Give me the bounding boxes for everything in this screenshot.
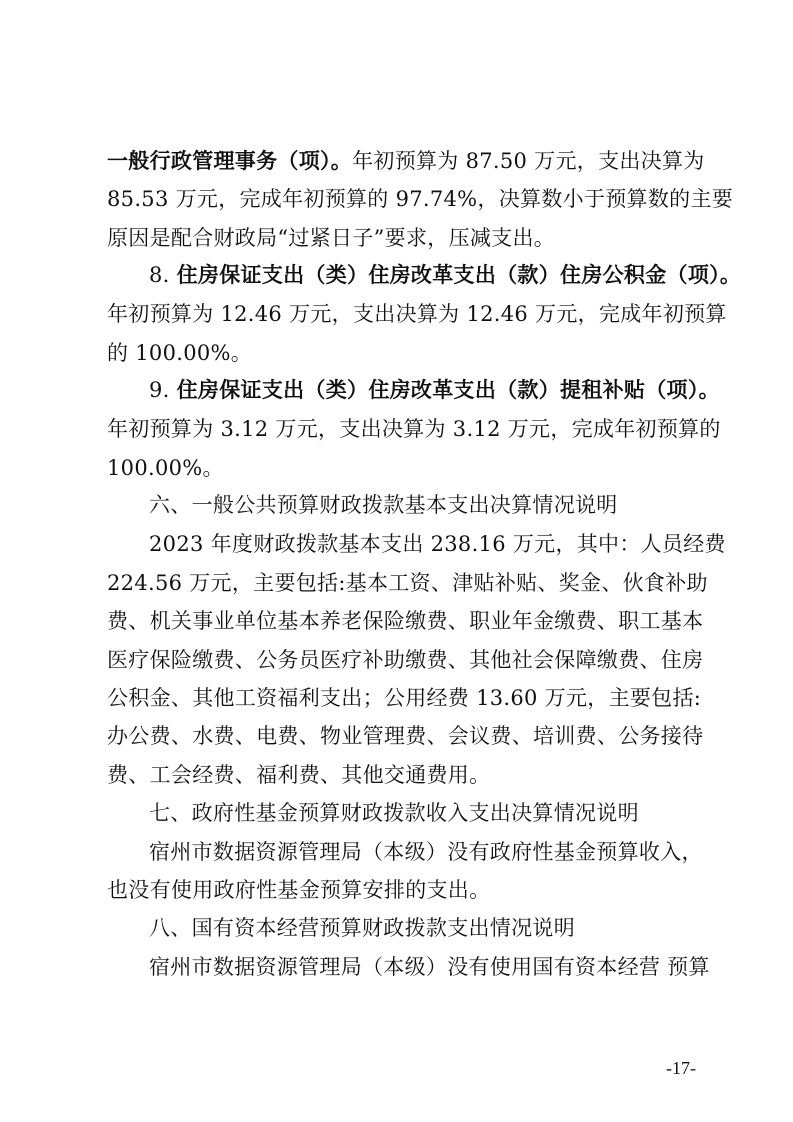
paragraph-line: 费、机关事业单位基本养老保险缴费、职业年金缴费、职工基本 — [107, 609, 704, 633]
bold-heading-inline: 住房保证支出（类）住房改革支出（款）住房公积金（项）。 — [176, 263, 742, 287]
section-heading: 七、政府性基金预算财政拨款收入支出决算情况说明 — [149, 801, 639, 825]
paragraph-line: 费、工会经费、福利费、其他交通费用。 — [107, 763, 491, 787]
text-span: 年初预算为 87.50 万元，支出决算为 — [352, 149, 705, 173]
page-number: -17- — [666, 1058, 696, 1078]
paragraph-line: 年初预算为 3.12 万元，支出决算为 3.12 万元，完成年初预算的 — [107, 417, 721, 441]
paragraph-line: 原因是配合财政局“过紧日子”要求，压减支出。 — [107, 226, 556, 250]
paragraph-line: 85.53 万元，完成年初预算的 97.74%，决算数小于预算数的主要 — [107, 187, 734, 211]
section-heading: 八、国有资本经营预算财政拨款支出情况说明 — [149, 916, 575, 940]
paragraph-line: 宿州市数据资源管理局（本级）没有使用国有资本经营 预算 — [149, 955, 710, 979]
paragraph-line: 宿州市数据资源管理局（本级）没有政府性基金预算收入， — [149, 840, 703, 864]
bold-heading-inline: 住房保证支出（类）住房改革支出（款）提租补贴（项）。 — [176, 378, 720, 402]
paragraph-line — [149, 257, 742, 293]
paragraph-line: 2023 年度财政拨款基本支出 238.16 万元，其中：人员经费 — [149, 532, 726, 556]
paragraph-line: 办公费、水费、电费、物业管理费、会议费、培训费、公务接待 — [107, 724, 704, 748]
paragraph-line: 224.56 万元，主要包括:基本工资、津贴补贴、奖金、伙食补助 — [107, 571, 708, 595]
paragraph-line: 也没有使用政府性基金预算安排的支出。 — [107, 878, 491, 902]
paragraph-line — [107, 143, 705, 179]
paragraph-line: 公积金、其他工资福利支出；公用经费 13.60 万元，主要包括: — [107, 686, 702, 710]
paragraph-line — [149, 372, 720, 408]
paragraph-line: 100.00%。 — [107, 456, 224, 480]
section-heading: 六、一般公共预算财政拨款基本支出决算情况说明 — [149, 493, 618, 517]
paragraph-line: 医疗保险缴费、公务员医疗补助缴费、其他社会保障缴费、住房 — [107, 648, 704, 672]
item-number: 8. — [149, 263, 177, 287]
paragraph-line: 年初预算为 12.46 万元，支出决算为 12.46 万元，完成年初预算 — [107, 302, 727, 326]
item-number: 9. — [149, 378, 177, 402]
paragraph-line: 的 100.00%。 — [107, 341, 253, 365]
bold-heading-inline: 一般行政管理事务（项）。 — [107, 149, 353, 173]
